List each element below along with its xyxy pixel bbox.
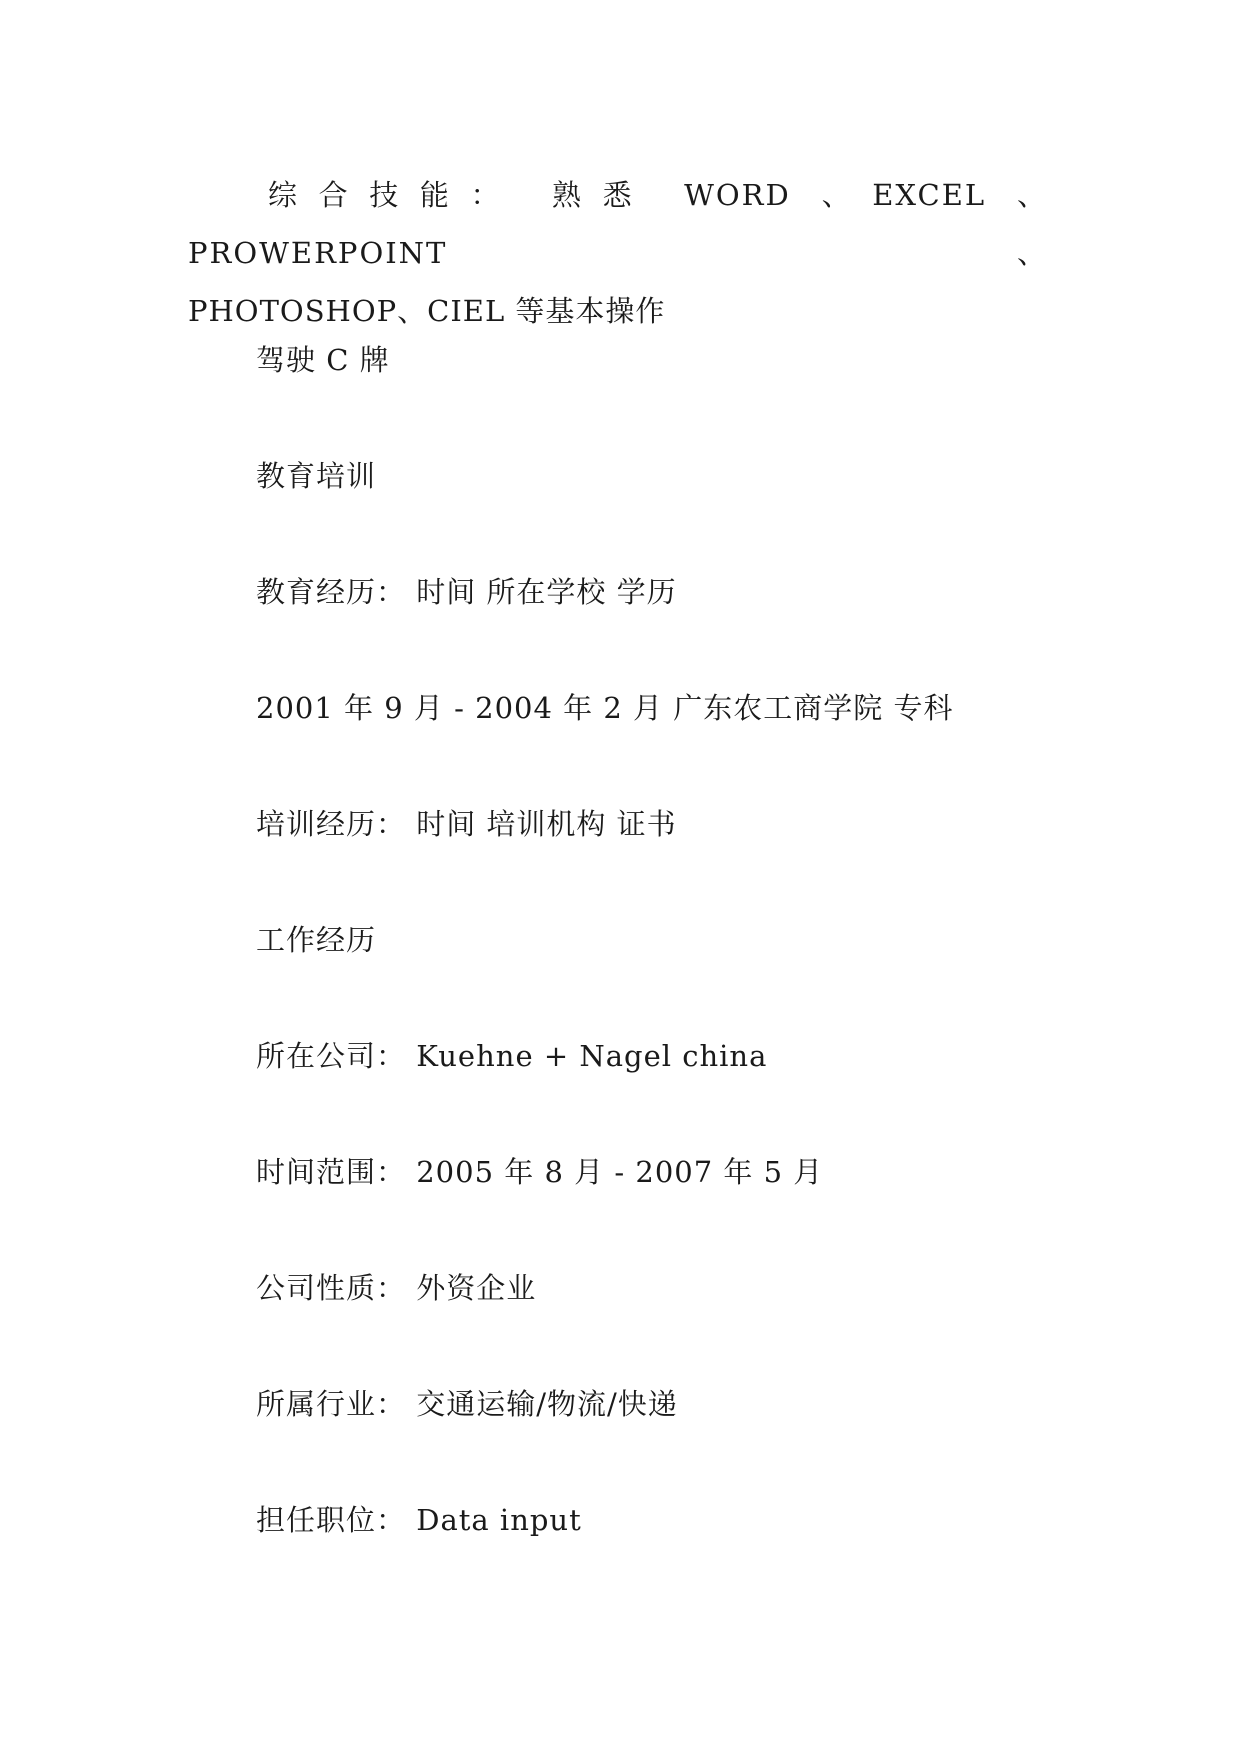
skills-paragraph (188, 166, 1048, 340)
company-line: 所在公司： Kuehne + Nagel china (256, 1039, 768, 1073)
industry-line: 所属行业： 交通运输/物流/快递 (256, 1387, 678, 1421)
training-history-header: 培训经历： 时间 培训机构 证书 (256, 807, 677, 841)
position-line: 担任职位： Data input (256, 1503, 582, 1537)
education-entry: 2001 年 9 月 - 2004 年 2 月 广东农工商学院 专科 (256, 691, 954, 725)
driving-license: 驾驶 C 牌 (256, 343, 390, 377)
company-nature-line: 公司性质： 外资企业 (256, 1271, 537, 1305)
education-history-header: 教育经历： 时间 所在学校 学历 (256, 575, 677, 609)
skills-line-1: 综合技能： 熟悉 WORD 、EXCEL 、PROWERPOINT 、 (188, 178, 1048, 270)
time-range-line: 时间范围： 2005 年 8 月 - 2007 年 5 月 (256, 1155, 824, 1189)
skills-line-2: PHOTOSHOP、CIEL 等基本操作 (188, 294, 666, 328)
education-training-heading: 教育培训 (256, 459, 377, 493)
work-history-heading: 工作经历 (256, 923, 377, 957)
